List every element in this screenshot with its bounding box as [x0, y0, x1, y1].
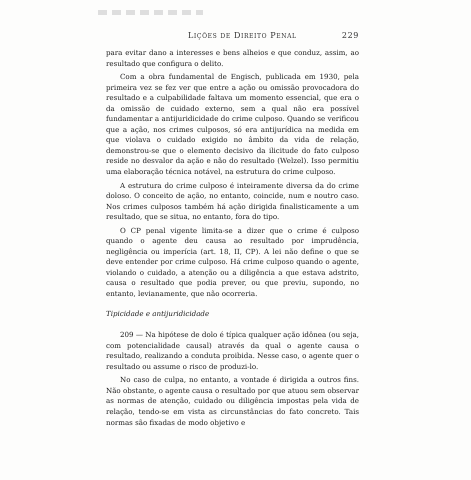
paragraph-culpa: No caso de culpa, no entanto, a vontade é dirigida a outros fins. Não obstante, o agente causa o resultado por que atuou sem observar as normas de atenção, cuidado ou diligência impostas pela vida de relação, tendo-se em vista as circunstâncias do fato concreto. Tais normas são fixadas de modo objetivo e	[106, 375, 359, 427]
paragraph-209: 209 — Na hipótese de dolo é típica qualquer ação idônea (ou seja, com potencialidade causal) através da qual o agente causa o resultado, realizando a conduta proibida. Nesse caso, o agente quer o resultado ou assume o risco de produzi-lo.	[106, 330, 359, 371]
page-number: 229	[341, 31, 359, 40]
section-heading: Tipicidade e antijuridicidade	[106, 308, 210, 318]
running-header-title: Lições de Direito Penal	[188, 31, 297, 40]
paragraph-engisch: Com a obra fundamental de Engisch, publicada em 1930, pela primeira vez se fez ver que entre a ação ou omissão provocadora do resultado e a culpabilidade faltava um momento essencial, que era o da omissão de cuidado externo, sem a qual não era possível fundamentar a antijuridicidade do crime culposo. Quando se verificou que a ação, nos crimes culposos, só era antijurídica na medida em que violava o cuidado exigido no âmbito da vida de relação, demonstrou-se que o elemento decisivo da ilicitude do fato culposo reside no desvalor da ação e não do resultado (Welzel). Isso permitiu uma elaboração técnica notável, na estrutura do crime culposo.	[106, 72, 359, 177]
page-body	[106, 48, 359, 431]
scan-smudge	[98, 10, 203, 15]
paragraph-cp-penal: O CP penal vigente limita-se a dizer que o crime é culposo quando o agente deu causa ao resultado por imprudência, negligência ou imperícia (art. 18, II, CP). A lei não define o que se deve entender por crime culposo. Há crime culposo quando o agente, violando o cuidado, a atenção ou a diligência a que estava adstrito, causa o resultado que podia prever, ou que previu, supondo, no entanto, levianamente, que não ocorreria.	[106, 225, 359, 299]
paragraph-estrutura: A estrutura do crime culposo é inteiramente diversa da do crime doloso. O conceito de ação, no entanto, coincide, num e noutro caso. Nos crimes culposos também há ação dirigida finalisticamente a um resultado, que se situa, no entanto, fora do tipo.	[106, 180, 359, 222]
paragraph-continuation: para evitar dano a interesses e bens alheios e que conduz, assim, ao resultado que configura o delito.	[106, 48, 359, 68]
